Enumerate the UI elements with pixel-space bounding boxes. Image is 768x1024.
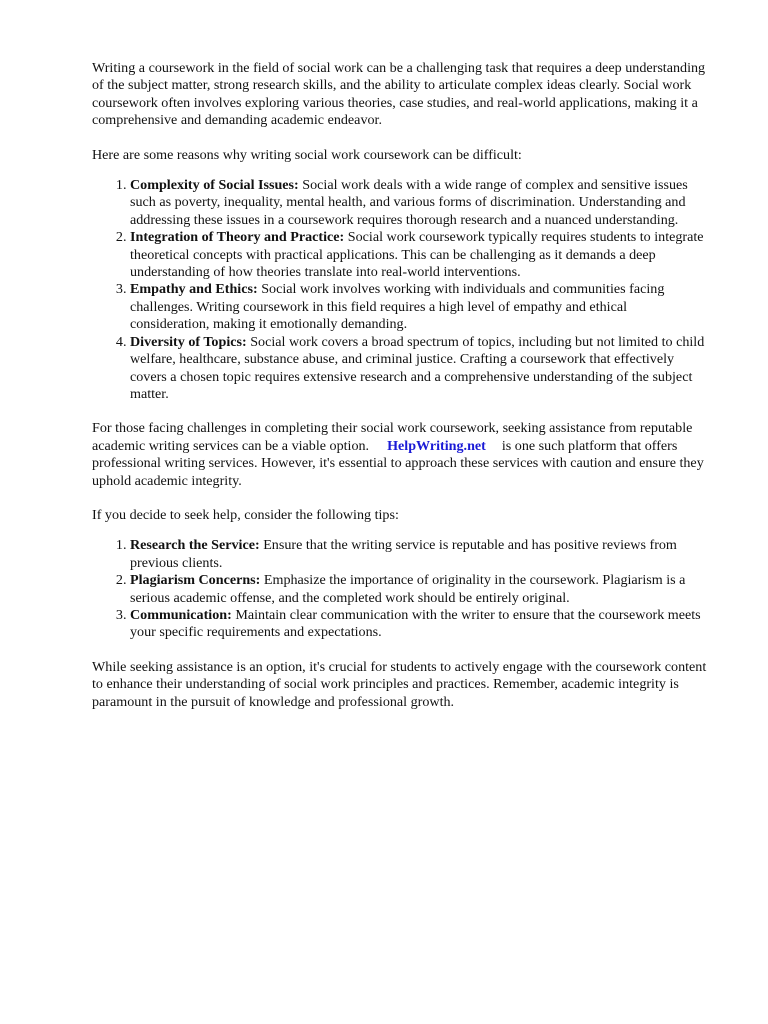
list-item-title: Empathy and Ethics: bbox=[130, 281, 258, 298]
list-item-title: Plagiarism Concerns: bbox=[130, 572, 261, 589]
list-item bbox=[130, 229, 708, 281]
list-item bbox=[130, 572, 708, 607]
list-item-text: Social work coursework typically requires students to integrate theoretical concepts with practical applications. This can be challenging as it demands a deep understanding of how theories translate into real-world interventions. bbox=[130, 229, 704, 281]
list-item bbox=[130, 177, 708, 229]
list-item-text: Ensure that the writing service is reputable and has positive reviews from previous clients. bbox=[130, 537, 677, 571]
list-item bbox=[130, 281, 708, 333]
list-item-title: Communication: bbox=[130, 606, 232, 623]
list-item-text: Social work involves working with individuals and communities facing challenges. Writing coursework in this field requires a high level of empathy and ethical consideration, making it emotionally demanding. bbox=[130, 281, 665, 333]
list-item bbox=[130, 334, 708, 404]
list-item-text: Emphasize the importance of originality in the coursework. Plagiarism is a serious academic offense, and the completed work should be entirely original. bbox=[130, 572, 686, 606]
tips-heading: If you decide to seek help, consider the following tips: bbox=[92, 506, 399, 523]
list-item-title: Diversity of Topics: bbox=[130, 333, 247, 350]
list-item-title: Complexity of Social Issues: bbox=[130, 177, 299, 194]
assistance-text-after: is one such platform that offers professional writing services. However, it's essential to approach these services with caution and ensure they uphold academic integrity. bbox=[92, 437, 704, 489]
list-item-text: Social work deals with a wide range of complex and sensitive issues such as poverty, inequality, mental health, and various forms of discrimination. Understanding and addressing these issues in a coursework requires thorough research and a nuanced understanding. bbox=[130, 177, 688, 228]
tips-list bbox=[92, 537, 708, 641]
reasons-heading: Here are some reasons why writing social work coursework can be difficult: bbox=[92, 146, 522, 163]
list-item bbox=[130, 537, 708, 572]
helpwriting-link[interactable]: HelpWriting.net bbox=[387, 437, 486, 454]
list-item-text: Social work covers a broad spectrum of topics, including but not limited to child welfare, healthcare, substance abuse, and criminal justice. Crafting a coursework that effectively covers a chosen topic requires extensive research and a comprehensive understanding of the subject matter. bbox=[130, 333, 705, 402]
list-item bbox=[130, 607, 708, 642]
list-item-title: Integration of Theory and Practice: bbox=[130, 229, 345, 246]
assistance-text-before: For those facing challenges in completing their social work coursework, seeking assistance from reputable academic writing services can be a viable option. bbox=[92, 420, 693, 454]
reasons-list bbox=[92, 177, 708, 403]
list-item-text: Maintain clear communication with the writer to ensure that the coursework meets your specific requirements and expectations. bbox=[130, 606, 701, 641]
intro-paragraph: Writing a coursework in the field of social work can be a challenging task that requires a deep understanding of the subject matter, strong research skills, and the ability to articulate complex ideas clearly. Social work coursework often involves exploring various theories, case studies, and real-world applications, making it a comprehensive and demanding academic endeavor. bbox=[92, 60, 706, 129]
closing-paragraph: While seeking assistance is an option, it's crucial for students to actively engage with the coursework content to enhance their understanding of social work principles and practices. Remember, academic integrity is paramount in the pursuit of knowledge and professional growth. bbox=[92, 658, 707, 710]
assistance-paragraph bbox=[92, 420, 708, 490]
list-item-title: Research the Service: bbox=[130, 537, 260, 554]
